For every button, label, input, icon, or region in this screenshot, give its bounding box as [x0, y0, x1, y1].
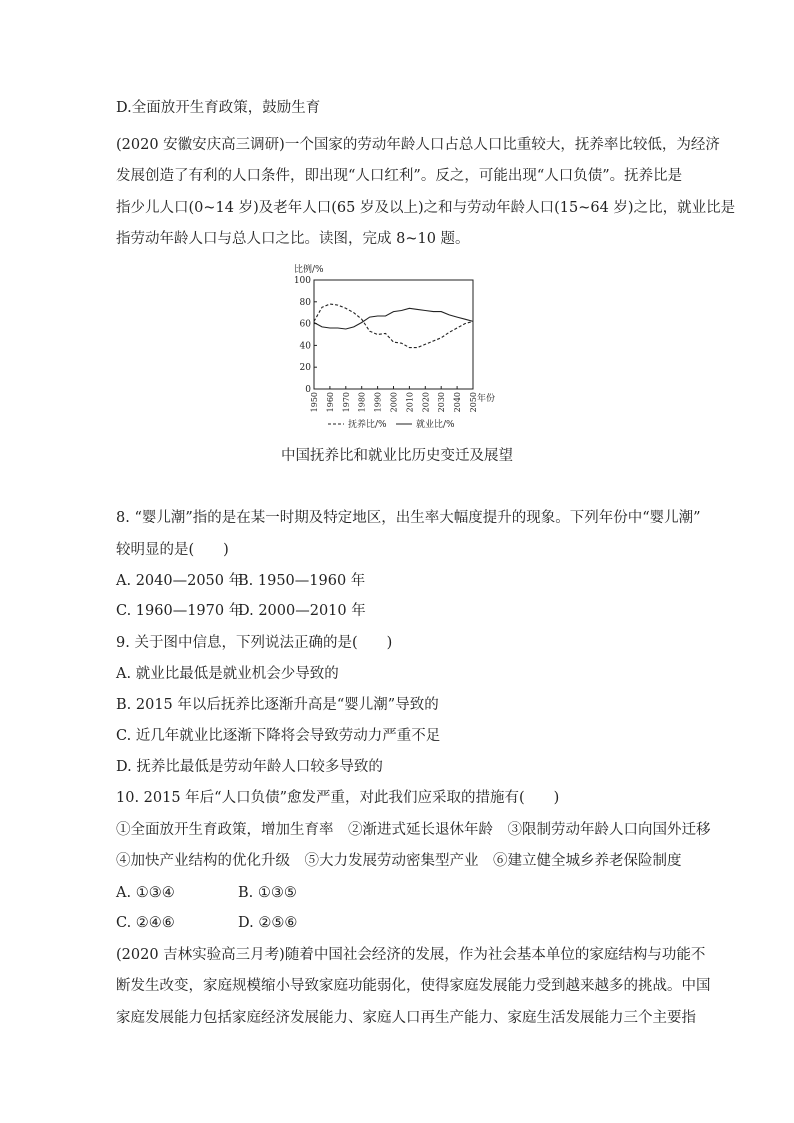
passage-line: 指劳动年龄人口与总人口之比。读图，完成 8~10 题。	[116, 231, 470, 247]
passage-line: 发展创造了有利的人口条件，即出现“人口红利”。反之，可能出现“人口负债”。抚养比是	[116, 168, 683, 184]
passage-line: 指少儿人口(0~14 岁)及老年人口(65 岁及以上)之和与劳动年龄人口(15~64 岁)之比，就业比是	[116, 200, 736, 216]
x-tick-label: 2050	[469, 392, 478, 413]
option-b: B. 1950—1960 年	[238, 573, 366, 589]
question-10-items: ①全面放开生育政策，增加生育率 ②渐进式延长退休年龄 ③限制劳动年龄人口向国外迁移	[116, 822, 711, 838]
option-d: D. 抚养比最低是劳动年龄人口较多导致的	[116, 759, 383, 775]
passage-line: (2020 吉林实验高三月考)随着中国社会经济的发展，作为社会基本单位的家庭结构与功能不	[116, 947, 706, 963]
option-c: C. 1960—1970 年	[116, 603, 244, 619]
y-tick-label: 40	[299, 341, 311, 352]
chart	[286, 256, 516, 432]
option-a: A. 就业比最低是就业机会少导致的	[116, 666, 339, 682]
passage-line: 家庭发展能力包括家庭经济发展能力、家庭人口再生产能力、家庭生活发展能力三个主要指	[116, 1010, 696, 1026]
x-tick-label: 2010	[405, 392, 415, 413]
y-axis-label: 比例/%	[294, 265, 324, 275]
line-chart	[286, 256, 516, 432]
option-b: B. 2015 年以后抚养比逐渐升高是“婴儿潮”导致的	[116, 697, 439, 713]
x-tick-label: 2030	[437, 392, 447, 413]
passage-line: (2020 安徽安庆高三调研)一个国家的劳动年龄人口占总人口比重较大，抚养率比较低，为经济	[116, 137, 720, 153]
question-8-stem-cont: 较明显的是( )	[116, 542, 229, 558]
series-line-employment-ratio	[314, 308, 473, 329]
y-tick-label: 20	[299, 363, 311, 374]
option-a: A. ①③④	[116, 885, 175, 901]
x-tick-label: 2020	[421, 392, 431, 413]
y-tick-label: 80	[299, 297, 311, 308]
option-c: C. ②④⑥	[116, 915, 175, 931]
x-axis-label: 年份	[477, 394, 496, 404]
question-8-stem: 8. “婴儿潮”指的是在某一时期及特定地区，出生率大幅度提升的现象。下列年份中“婴儿潮”	[116, 510, 701, 526]
x-tick-label: 1980	[357, 392, 367, 413]
y-tick-label: 0	[305, 385, 311, 395]
option-d: D. 2000—2010 年	[238, 603, 366, 619]
y-tick-label: 100	[293, 276, 311, 286]
legend-label: 抚养比/%	[348, 420, 387, 430]
x-tick-label: 2040	[453, 392, 463, 413]
plot-frame	[314, 280, 473, 389]
y-tick-label: 60	[299, 319, 311, 330]
passage-line: 断发生改变，家庭规模缩小导致家庭功能弱化，使得家庭发展能力受到越来越多的挑战。中国	[116, 978, 711, 994]
series-line-dependency-ratio	[314, 304, 473, 348]
x-tick-label: 2000	[389, 392, 399, 413]
question-10-stem: 10. 2015 年后“人口负债”愈发严重，对此我们应采取的措施有( )	[116, 790, 560, 806]
option-c: C. 近几年就业比逐渐下降将会导致劳动力严重不足	[116, 728, 441, 744]
chart-caption: 中国抚养比和就业比历史变迁及展望	[281, 448, 513, 464]
x-tick-label: 1970	[341, 392, 351, 413]
option-a: A. 2040—2050 年	[116, 573, 244, 589]
question-10-items: ④加快产业结构的优化升级 ⑤大力发展劳动密集型产业 ⑥建立健全城乡养老保险制度	[116, 853, 682, 869]
question-9-stem: 9. 关于图中信息，下列说法正确的是( )	[116, 635, 393, 651]
option-b: B. ①③⑤	[238, 885, 297, 901]
option-d: D. ②⑤⑥	[238, 915, 298, 931]
x-tick-label: 1960	[325, 392, 335, 413]
option-d-previous: D.全面放开生育政策，鼓励生育	[116, 100, 321, 116]
legend-label: 就业比/%	[416, 420, 455, 430]
x-tick-label: 1950	[310, 392, 319, 413]
x-tick-label: 1990	[373, 392, 383, 413]
